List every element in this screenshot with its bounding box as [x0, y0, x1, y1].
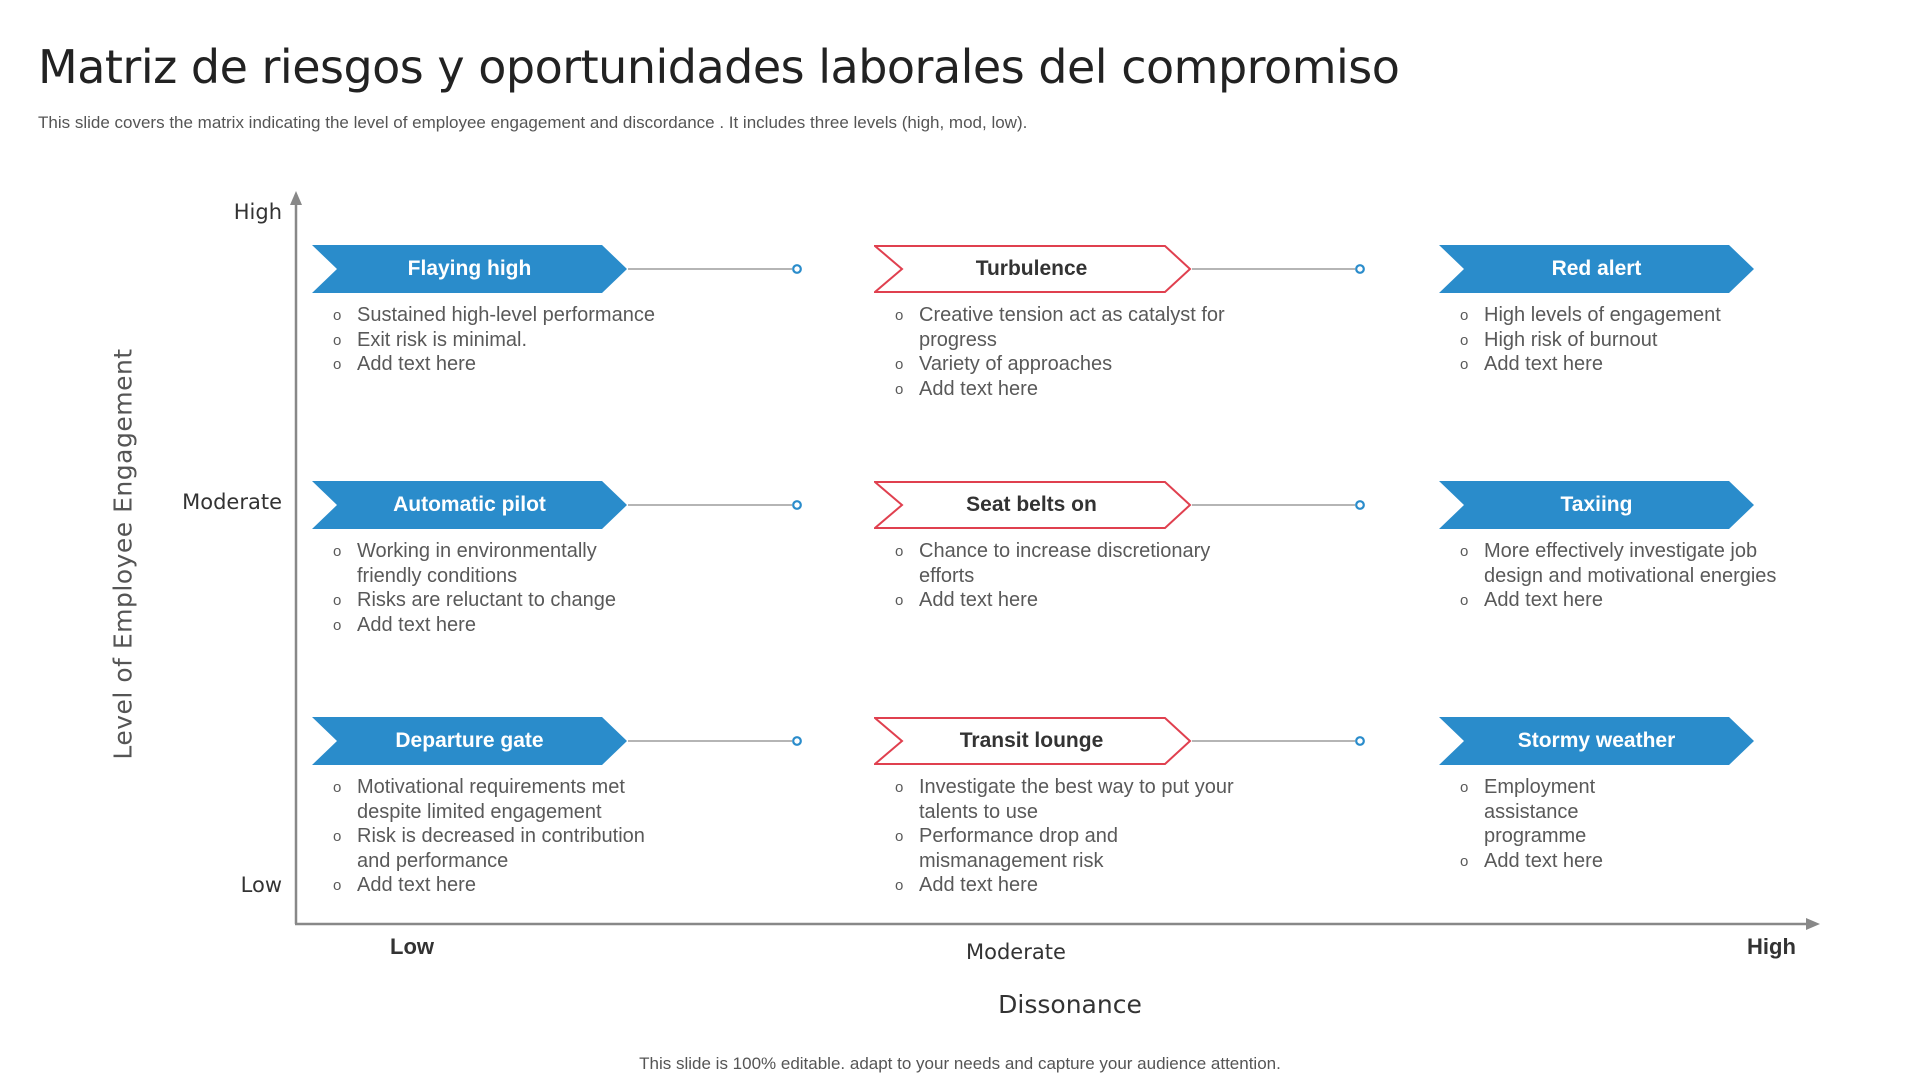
cell-title: Red alert — [1551, 257, 1642, 280]
bullet-text: Chance to increase discretionary efforts — [919, 540, 1211, 587]
bullet-circle-icon: o — [333, 592, 342, 609]
bullet-list — [333, 775, 653, 898]
bullet-circle-icon: o — [333, 331, 342, 349]
bullet-list — [333, 303, 655, 377]
bullet-circle-icon: o — [895, 592, 904, 609]
cell-title: Turbulence — [975, 257, 1088, 280]
bullet-item — [895, 539, 1235, 588]
cell-title: Taxiing — [1560, 493, 1633, 516]
bullet-list — [1460, 303, 1721, 377]
y-tick-high: High — [233, 200, 282, 224]
bullet-circle-icon: o — [895, 356, 904, 373]
y-tick-low: Low — [240, 873, 282, 897]
bullet-item — [333, 539, 633, 588]
bullet-circle-icon: o — [333, 307, 342, 324]
bullet-item — [1460, 775, 1610, 849]
bullet-text: Exit risk is minimal. — [357, 328, 528, 351]
cell-title: Seat belts on — [966, 493, 1097, 516]
bullet-item — [895, 588, 1235, 613]
bullet-item — [895, 775, 1245, 824]
footer-note: This slide is 100% editable. adapt to your needs and capture your audience attention. — [639, 1054, 1281, 1073]
cell-title: Transit lounge — [959, 729, 1104, 752]
y-tick-moderate: Moderate — [182, 490, 282, 514]
bullet-circle-icon: o — [333, 616, 342, 634]
bullet-text: Risk is decreased in contribution and performance — [357, 825, 645, 872]
bullet-text: High levels of engagement — [1484, 304, 1721, 326]
bullet-item — [333, 328, 655, 353]
bullet-item — [895, 377, 1235, 402]
bullet-text: Add text here — [357, 874, 476, 896]
bullet-circle-icon: o — [895, 543, 904, 560]
bullet-circle-icon: o — [895, 828, 904, 845]
page-title: Matriz de riesgos y oportunidades laborales del compromiso — [38, 40, 1400, 94]
bullet-item — [333, 588, 633, 613]
bullet-text: Variety of approaches — [919, 353, 1113, 375]
bullet-text: Add text here — [1484, 353, 1603, 375]
page-subtitle: This slide covers the matrix indicating the level of employee engagement and discordance . It includes three levels (high, mod, low). — [38, 113, 1028, 132]
bullet-circle-icon: o — [895, 380, 904, 398]
bullet-text: Add text here — [919, 589, 1038, 611]
bullet-circle-icon: o — [895, 877, 904, 894]
bullet-text: Risks are reluctant to change — [357, 589, 617, 611]
cell-title: Stormy weather — [1517, 729, 1676, 752]
bullet-item — [333, 613, 633, 638]
bullet-text: Add text here — [919, 377, 1038, 400]
x-axis-title: Dissonance — [998, 990, 1142, 1019]
bullet-list — [895, 303, 1235, 401]
x-tick-moderate: Moderate — [966, 940, 1066, 964]
bullet-circle-icon: o — [1460, 307, 1469, 324]
bullet-list — [895, 539, 1235, 613]
bullet-text: Motivational requirements met despite limited engagement — [357, 776, 625, 823]
bullet-item — [333, 303, 655, 328]
bullet-item — [895, 824, 1245, 873]
bullet-list — [333, 539, 633, 637]
bullet-text: Add text here — [357, 613, 476, 636]
bullet-item — [333, 775, 653, 824]
cell-title: Automatic pilot — [393, 493, 546, 516]
bullet-list — [895, 775, 1245, 898]
bullet-item — [1460, 849, 1610, 874]
bullet-item — [333, 352, 655, 377]
bullet-text: Add text here — [357, 353, 476, 375]
cell-title: Departure gate — [395, 729, 544, 752]
bullet-circle-icon: o — [1460, 356, 1469, 373]
bullet-circle-icon: o — [333, 543, 342, 560]
bullet-item — [1460, 328, 1721, 353]
bullet-item — [333, 824, 653, 873]
bullet-list — [1460, 539, 1800, 613]
bullet-text: Creative tension act as catalyst for progress — [919, 304, 1225, 351]
bullet-list — [1460, 775, 1610, 873]
bullet-circle-icon: o — [895, 779, 904, 796]
bullet-item — [333, 873, 653, 898]
bullet-text: Add text here — [1484, 849, 1603, 872]
cell-title: Flaying high — [407, 257, 532, 280]
y-axis-title: Level of Employee Engagement — [108, 348, 138, 760]
bullet-item — [1460, 352, 1721, 377]
bullet-circle-icon: o — [333, 356, 342, 373]
bullet-item — [1460, 588, 1800, 613]
bullet-circle-icon: o — [333, 828, 342, 845]
y-axis-arrow-icon — [290, 191, 302, 205]
bullet-circle-icon: o — [1460, 331, 1469, 349]
bullet-item — [895, 352, 1235, 377]
bullet-item — [1460, 303, 1721, 328]
bullet-item — [895, 303, 1235, 352]
bullet-circle-icon: o — [1460, 779, 1469, 796]
bullet-text: Working in environmentally friendly conditions — [357, 540, 597, 587]
bullet-text: Investigate the best way to put your talents to use — [919, 776, 1234, 823]
bullet-circle-icon: o — [1460, 592, 1469, 609]
bullet-circle-icon: o — [895, 307, 904, 324]
bullet-text: Add text here — [919, 874, 1038, 896]
x-axis-arrow-icon — [1806, 918, 1820, 930]
bullet-text: High risk of burnout — [1484, 328, 1658, 351]
bullet-item — [895, 873, 1245, 898]
bullet-text: More effectively investigate job design and motivational energies — [1484, 540, 1777, 587]
bullet-circle-icon: o — [1460, 852, 1469, 870]
bullet-item — [1460, 539, 1800, 588]
bullet-circle-icon: o — [1460, 543, 1469, 560]
x-tick-low: Low — [390, 934, 434, 959]
bullet-circle-icon: o — [333, 779, 342, 796]
bullet-text: Sustained high-level performance — [357, 304, 655, 326]
bullet-text: Add text here — [1484, 589, 1603, 611]
bullet-text: Employment assistance programme — [1484, 776, 1596, 847]
x-tick-high: High — [1747, 934, 1796, 959]
bullet-circle-icon: o — [333, 877, 342, 894]
bullet-text: Performance drop and mismanagement risk — [919, 825, 1119, 872]
